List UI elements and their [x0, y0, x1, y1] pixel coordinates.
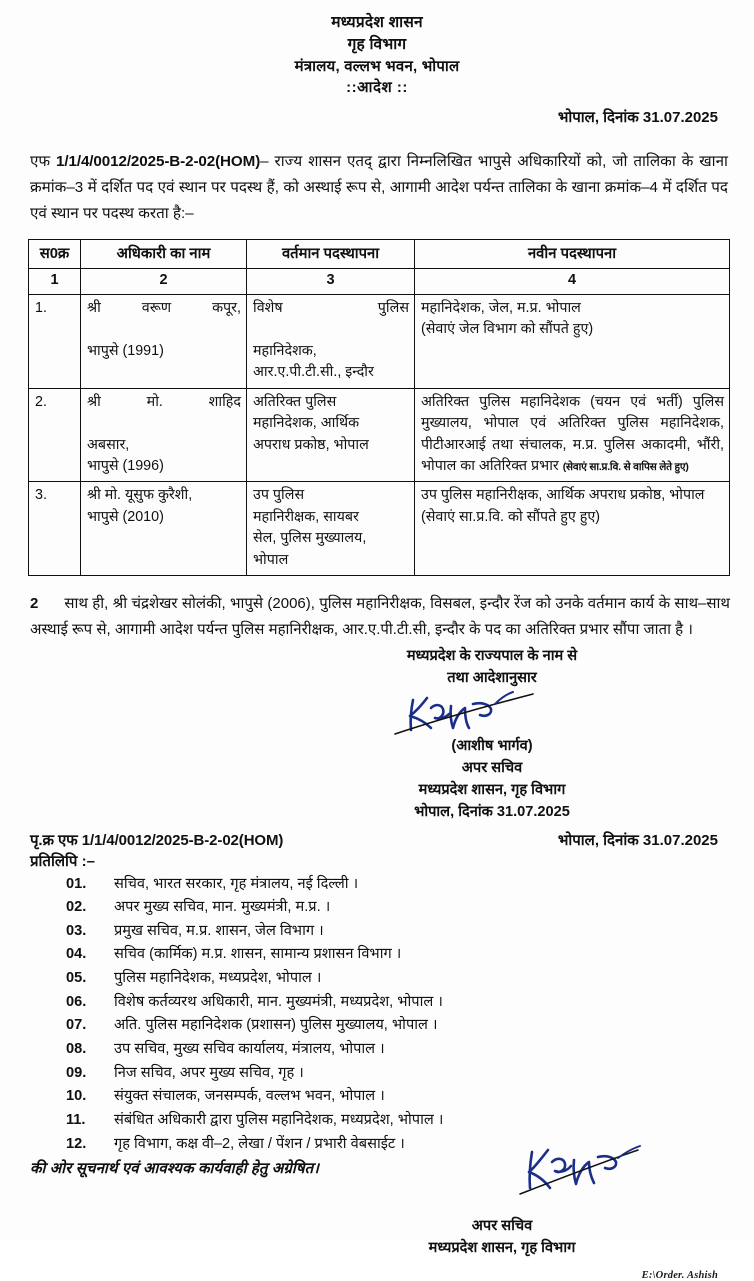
endorsement-place-date: भोपाल, दिनांक 31.07.2025 — [557, 831, 718, 849]
order-label: ::आदेश :: — [346, 79, 408, 97]
list-item-text: गृह विभाग, कक्ष वी–2, लेखा / पेंशन / प्रभारी वेबसाईट । — [114, 1135, 405, 1152]
officer-name-line: श्री वरूण कपूर, — [87, 299, 241, 316]
list-item — [30, 1109, 730, 1133]
col-number-4: 4 — [415, 269, 730, 295]
office-address: मंत्रालय, वल्लभ भवन, भोपाल — [294, 58, 460, 75]
current-line: सेल, पुलिस मुख्यालय, — [253, 530, 367, 547]
new-line: महानिदेशक, जेल, म.प्र. भोपाल — [421, 299, 581, 316]
intro-paragraph — [30, 149, 728, 227]
list-item-index: 03. — [66, 922, 87, 939]
document-header — [0, 0, 754, 99]
list-item — [30, 991, 730, 1015]
list-item-text: अति. पुलिस महानिदेशक (प्रशासन) पुलिस मुख्यालय, भोपाल । — [114, 1017, 438, 1034]
endorsement-prefix: पृ.क्र एफ — [30, 831, 78, 849]
officer-batch-line: भापुसे (1996) — [87, 458, 164, 475]
list-item-text: संबंधित अधिकारी द्वारा पुलिस महानिदेशक, मध्यप्रदेश, भोपाल । — [114, 1111, 444, 1128]
header-place-date: भोपाल, दिनांक 31.07.2025 — [557, 108, 718, 126]
list-item-index: 06. — [66, 993, 87, 1010]
closing-statement: की ओर सूचनार्थ एवं आवश्यक कार्यवाही हेतु अग्रेषित। — [30, 1160, 320, 1178]
col-header-serial: स0क्र — [29, 240, 81, 269]
department-name: गृह विभाग — [347, 36, 407, 53]
list-item-index: 05. — [66, 970, 87, 987]
signature-block-secondary — [0, 1172, 754, 1260]
col-number-1: 1 — [29, 269, 81, 295]
list-item-text: उप सचिव, मुख्य सचिव कार्यालय, मंत्रालय, भोपाल । — [114, 1041, 385, 1058]
current-line: भोपाल — [253, 551, 289, 568]
officer-name-line: अबसार, — [87, 436, 130, 453]
table-row — [29, 388, 730, 482]
current-line: आर.ए.पी.टी.सी., इन्दौर — [253, 364, 374, 381]
list-item-index: 08. — [66, 1041, 87, 1058]
by-order-of-governor: मध्यप्रदेश के राज्यपाल के नाम से — [406, 648, 578, 665]
list-item — [30, 943, 730, 967]
list-item-text: प्रमुख सचिव, म.प्र. शासन, जेल विभाग । — [114, 922, 324, 939]
signatory-place-date: भोपाल, दिनांक 31.07.2025 — [414, 803, 570, 820]
row-current-posting — [247, 482, 415, 576]
list-item — [30, 1038, 730, 1062]
signatory-name: (आशीष भार्गव) — [451, 737, 533, 754]
row-serial: 3. — [29, 482, 81, 576]
row-officer-name — [81, 294, 247, 388]
table-header-row — [29, 240, 730, 269]
row-current-posting — [247, 388, 415, 482]
col-number-2: 2 — [81, 269, 247, 295]
intro-body: – राज्य शासन एतद् द्वारा निम्नलिखित भापुसे अधिकारियों को, जो तालिका के खाना क्रमांक–3 में दर्शित पद एवं स्थान पर पदस्थ हैं, को अस्थाई रूप से, आगामी आदेश पर्यन्त तालिका के खाना क्रमांक–4 में दर्शित पद एवं स्थान पर पदस्थ करता है:– — [30, 152, 728, 222]
and-by-order: तथा आदेशानुसार — [447, 670, 537, 687]
paragraph-2-number: 2 — [30, 595, 39, 613]
endorsement-header-row — [30, 830, 730, 850]
list-item-index: 01. — [66, 875, 87, 892]
row-officer-name — [81, 388, 247, 482]
current-line: महानिरीक्षक, सायबर — [253, 508, 359, 525]
list-item-index: 04. — [66, 946, 87, 963]
signature-icon — [506, 1144, 666, 1204]
row-new-posting — [415, 482, 730, 576]
table-number-row — [29, 269, 730, 295]
officer-name-line: श्री मो. यूसुफ कुरैशी, — [87, 487, 193, 504]
list-item — [30, 873, 730, 897]
copy-to-list — [30, 873, 730, 1157]
officer-batch-line: भापुसे (1991) — [87, 342, 164, 359]
list-item-index: 10. — [66, 1088, 87, 1105]
new-line: उप पुलिस महानिरीक्षक, आर्थिक अपराध प्रकोष्ठ, भोपाल — [421, 487, 705, 504]
order-reference-number: 1/1/4/0012/2025-B-2-02(HOM) — [56, 152, 261, 170]
list-item-text: निज सचिव, अपर मुख्य सचिव, गृह । — [114, 1064, 304, 1081]
list-item-text: पुलिस महानिदेशक, मध्यप्रदेश, भोपाल । — [114, 970, 322, 987]
posting-table — [28, 239, 730, 576]
table-row — [29, 294, 730, 388]
list-item-text: विशेष कर्तव्यरथ अधिकारी, मान. मुख्यमंत्री, मध्यप्रदेश, भोपाल । — [114, 993, 443, 1010]
row-new-posting — [415, 388, 730, 482]
row-serial: 1. — [29, 294, 81, 388]
list-item — [30, 1085, 730, 1109]
list-item-index: 02. — [66, 899, 87, 916]
row-current-posting — [247, 294, 415, 388]
list-item-index: 09. — [66, 1064, 87, 1081]
list-item-text: अपर मुख्य सचिव, मान. मुख्यमंत्री, म.प्र. । — [114, 899, 331, 916]
list-item — [30, 1062, 730, 1086]
signatory-designation: अपर सचिव — [461, 759, 523, 776]
col-header-name: अधिकारी का नाम — [81, 240, 247, 269]
col-number-3: 3 — [247, 269, 415, 295]
paragraph-2-text: साथ ही, श्री चंद्रशेखर सोलंकी, भापुसे (2006), पुलिस महानिरीक्षक, विसबल, इन्दौर रेंज को उनके वर्तमान कार्य के साथ–साथ अस्थाई रूप से, आगामी आदेश पर्यन्त पुलिस महानिरीक्षक, आर.ए.पी.टी.सी, इन्दौर के पद का अतिरिक्त प्रभार सौंपा जाता है । — [30, 595, 730, 638]
new-posting-note: (सेवाएं सा.प्र.वि. से वापिस लेते हुए) — [562, 462, 689, 474]
signatory-2-designation: अपर सचिव — [471, 1218, 533, 1235]
list-item-text: सचिव, भारत सरकार, गृह मंत्रालय, नई दिल्ली । — [114, 875, 359, 892]
row-officer-name — [81, 482, 247, 576]
new-line: (सेवाएं सा.प्र.वि. को सौंपते हुए हुए) — [421, 508, 600, 525]
list-item-index: 11. — [66, 1111, 86, 1128]
list-item-text: सचिव (कार्मिक) म.प्र. शासन, सामान्य प्रशासन विभाग । — [114, 946, 402, 963]
signature-icon — [377, 690, 607, 738]
endorsement-ref-number: 1/1/4/0012/2025-B-2-02(HOM) — [81, 831, 284, 849]
copy-to-label: प्रतिलिपि :– — [30, 852, 95, 870]
signatory-2-department: मध्यप्रदेश शासन, गृह विभाग — [428, 1240, 576, 1257]
list-item — [30, 967, 730, 991]
col-header-new: नवीन पदस्थापना — [415, 240, 730, 269]
current-line: महानिदेशक, — [253, 342, 317, 359]
signature-block-primary — [0, 646, 754, 823]
endorsement-reference — [30, 830, 283, 850]
new-posting-text: अतिरिक्त पुलिस महानिदेशक (चयन एवं भर्ती) पुलिस मुख्यालय, भोपाल एवं अतिरिक्त पुलिस महानिदेशक, पीटीआरआई तथा संचालक, म.प्र. पुलिस अकादमी, भौंरी, भोपाल का अतिरिक्त प्रभार — [421, 393, 724, 475]
row-new-posting — [415, 294, 730, 388]
signatory-department: मध्यप्रदेश शासन, गृह विभाग — [418, 781, 566, 798]
officer-name-line: श्री मो. शाहिद — [87, 393, 241, 410]
handwritten-signature-area-2 — [250, 1172, 754, 1216]
current-line: अपराध प्रकोष्ठ, भोपाल — [253, 436, 369, 453]
list-item — [30, 896, 730, 920]
row-serial: 2. — [29, 388, 81, 482]
officer-batch-line: भापुसे (2010) — [87, 508, 164, 525]
endorsement-section — [30, 830, 730, 1179]
current-line: अतिरिक्त पुलिस — [253, 393, 337, 410]
handwritten-signature-area — [230, 690, 754, 736]
new-line: (सेवाएं जेल विभाग को सौंपते हुए) — [421, 321, 594, 338]
current-line: महानिदेशक, आर्थिक — [253, 415, 360, 432]
col-header-current: वर्तमान पदस्थापना — [247, 240, 415, 269]
list-item-text: संयुक्त संचालक, जनसम्पर्क, वल्लभ भवन, भोपाल । — [114, 1088, 385, 1105]
paragraph-2 — [30, 591, 730, 642]
file-path-footer: E:\Order. Ashish — [641, 1270, 718, 1281]
current-line: उप पुलिस — [253, 487, 305, 504]
list-item — [30, 1014, 730, 1038]
current-line: विशेष पुलिस — [253, 299, 409, 316]
intro-prefix: एफ — [30, 152, 51, 170]
table-row — [29, 482, 730, 576]
govt-name: मध्यप्रदेश शासन — [331, 14, 423, 31]
list-item-index: 07. — [66, 1017, 87, 1034]
list-item-index: 12. — [66, 1135, 87, 1152]
list-item — [30, 920, 730, 944]
